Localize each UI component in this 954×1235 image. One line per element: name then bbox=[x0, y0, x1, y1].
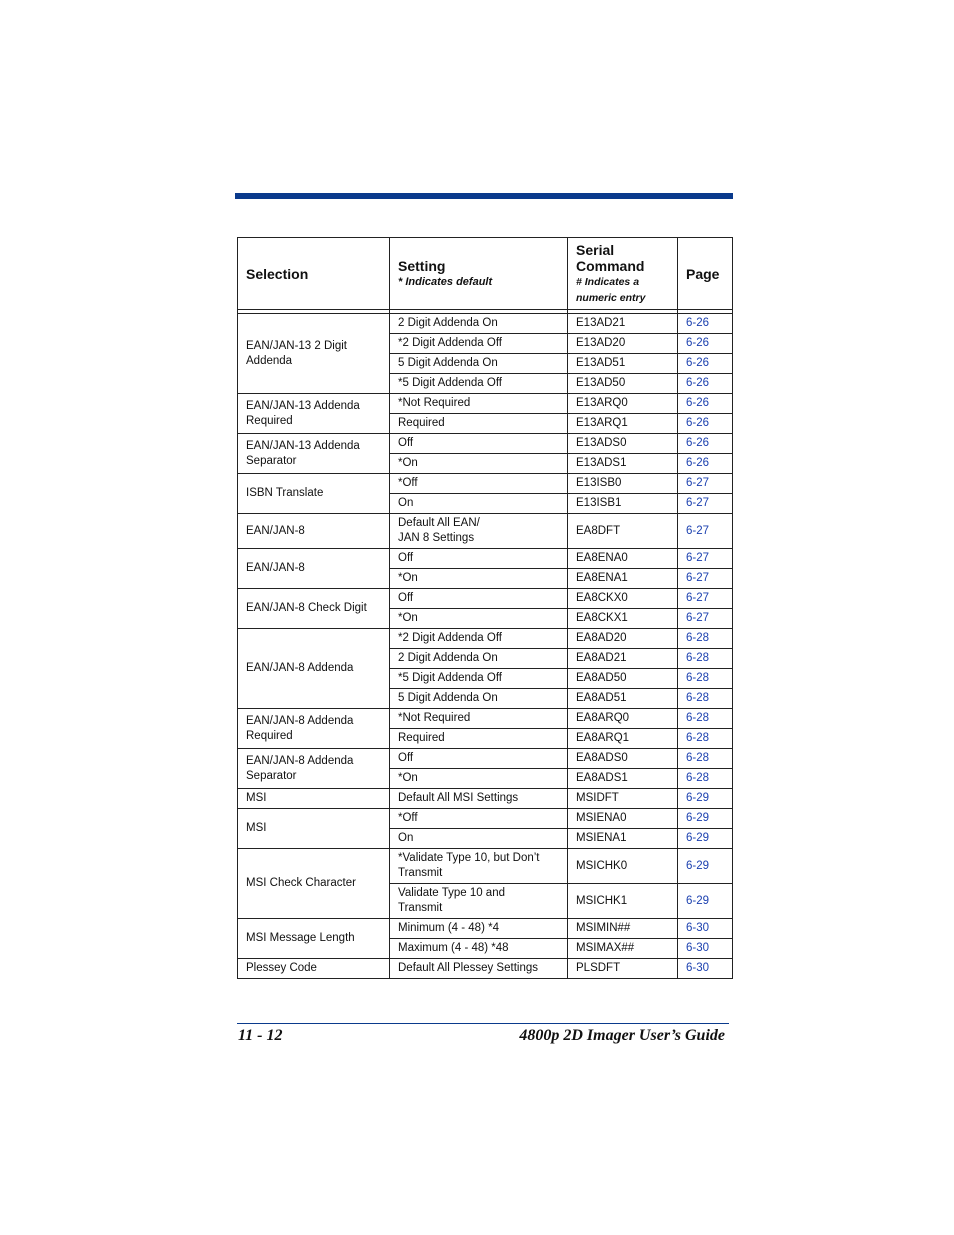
table-row bbox=[238, 959, 733, 979]
setting-cell bbox=[390, 749, 568, 769]
selection-cell bbox=[238, 749, 390, 789]
table-row bbox=[238, 394, 733, 414]
table-row bbox=[238, 474, 733, 494]
page-link[interactable]: 6-26 bbox=[678, 414, 733, 434]
page-link[interactable]: 6-27 bbox=[678, 514, 733, 549]
command-cell: MSIMIN## bbox=[568, 919, 678, 939]
page-link[interactable]: 6-26 bbox=[678, 434, 733, 454]
setting-text: *2 Digit Addenda Off bbox=[398, 337, 502, 349]
page-link[interactable]: 6-28 bbox=[678, 629, 733, 649]
setting-cell bbox=[390, 434, 568, 454]
table-row bbox=[238, 709, 733, 729]
selection-text: ISBN Translate bbox=[246, 487, 324, 499]
command-cell: MSICHK1 bbox=[568, 884, 678, 919]
setting-cell bbox=[390, 669, 568, 689]
selection-cell bbox=[238, 514, 390, 549]
selection-text: Separator bbox=[246, 454, 297, 467]
command-cell: E13AD20 bbox=[568, 334, 678, 354]
page-link[interactable]: 6-26 bbox=[678, 314, 733, 334]
footer-guide-title: 4800p 2D Imager User’s Guide bbox=[519, 1027, 725, 1044]
selection-text: Separator bbox=[246, 769, 297, 782]
setting-cell bbox=[390, 514, 568, 549]
setting-text: *Not Required bbox=[398, 397, 471, 409]
command-cell: EA8CKX1 bbox=[568, 609, 678, 629]
setting-text: Default All MSI Settings bbox=[398, 792, 519, 804]
table-row bbox=[238, 314, 733, 334]
selection-cell bbox=[238, 589, 390, 629]
command-cell: E13AD21 bbox=[568, 314, 678, 334]
page-link[interactable]: 6-29 bbox=[678, 829, 733, 849]
table-header-row bbox=[238, 238, 733, 310]
page-link[interactable]: 6-27 bbox=[678, 589, 733, 609]
setting-cell bbox=[390, 809, 568, 829]
setting-text: *On bbox=[398, 612, 418, 624]
page-link[interactable]: 6-27 bbox=[678, 609, 733, 629]
setting-text: *On bbox=[398, 572, 418, 584]
setting-cell bbox=[390, 314, 568, 334]
setting-cell bbox=[390, 589, 568, 609]
table-row bbox=[238, 919, 733, 939]
selection-text: Addenda bbox=[246, 354, 293, 367]
selection-cell bbox=[238, 629, 390, 709]
command-cell: EA8ARQ0 bbox=[568, 709, 678, 729]
command-cell: E13ADS0 bbox=[568, 434, 678, 454]
setting-text: Minimum (4 - 48) *4 bbox=[398, 922, 499, 934]
page-link[interactable]: 6-28 bbox=[678, 749, 733, 769]
page-link[interactable]: 6-29 bbox=[678, 809, 733, 829]
setting-cell bbox=[390, 414, 568, 434]
page-link[interactable]: 6-29 bbox=[678, 884, 733, 919]
header-setting-label: Setting bbox=[398, 257, 446, 274]
page-link[interactable]: 6-28 bbox=[678, 769, 733, 789]
selection-cell bbox=[238, 809, 390, 849]
selection-cell bbox=[238, 394, 390, 434]
setting-text: On bbox=[398, 832, 414, 844]
header-rule bbox=[235, 193, 733, 199]
setting-text: Off bbox=[398, 437, 414, 449]
selection-cell bbox=[238, 474, 390, 514]
page-link[interactable]: 6-26 bbox=[678, 374, 733, 394]
setting-text: Off bbox=[398, 552, 414, 564]
setting-cell bbox=[390, 919, 568, 939]
page-link[interactable]: 6-28 bbox=[678, 709, 733, 729]
selection-text: EAN/JAN-13 Addenda bbox=[246, 439, 360, 452]
setting-text: Off bbox=[398, 752, 414, 764]
setting-cell bbox=[390, 549, 568, 569]
selection-text: EAN/JAN-8 Addenda bbox=[246, 754, 354, 767]
setting-text: *5 Digit Addenda Off bbox=[398, 377, 502, 389]
selection-cell bbox=[238, 959, 390, 979]
selection-cell bbox=[238, 789, 390, 809]
header-serial-note-2: numeric entry bbox=[576, 291, 646, 304]
selection-text: Required bbox=[246, 414, 293, 427]
header-setting bbox=[390, 238, 568, 310]
header-serial-note-1: # Indicates a bbox=[576, 275, 640, 288]
command-cell: EA8ENA0 bbox=[568, 549, 678, 569]
selection-cell bbox=[238, 919, 390, 959]
page-link[interactable]: 6-29 bbox=[678, 789, 733, 809]
header-page: Page bbox=[678, 238, 733, 310]
setting-text: On bbox=[398, 497, 414, 509]
page-link[interactable]: 6-26 bbox=[678, 334, 733, 354]
selection-text: EAN/JAN-13 Addenda bbox=[246, 399, 360, 412]
selection-text: EAN/JAN-8 bbox=[246, 524, 305, 537]
table-row bbox=[238, 434, 733, 454]
setting-cell bbox=[390, 769, 568, 789]
setting-text: Default All Plessey Settings bbox=[398, 962, 538, 974]
setting-cell bbox=[390, 494, 568, 514]
command-cell: MSIMAX## bbox=[568, 939, 678, 959]
command-cell: EA8AD50 bbox=[568, 669, 678, 689]
command-cell: EA8CKX0 bbox=[568, 589, 678, 609]
selection-text: MSI bbox=[246, 792, 267, 804]
setting-text: Transmit bbox=[398, 867, 443, 879]
setting-cell bbox=[390, 374, 568, 394]
setting-cell bbox=[390, 884, 568, 919]
table-body bbox=[238, 310, 733, 979]
setting-cell bbox=[390, 474, 568, 494]
serial-command-table bbox=[237, 237, 733, 979]
setting-cell bbox=[390, 629, 568, 649]
table-row bbox=[238, 589, 733, 609]
page-link[interactable]: 6-28 bbox=[678, 669, 733, 689]
setting-cell bbox=[390, 334, 568, 354]
setting-cell bbox=[390, 689, 568, 709]
page-link[interactable]: 6-28 bbox=[678, 689, 733, 709]
setting-cell bbox=[390, 354, 568, 374]
selection-text: EAN/JAN-8 Check Digit bbox=[246, 602, 367, 614]
selection-text: EAN/JAN-8 Addenda bbox=[246, 714, 354, 727]
page-link[interactable]: 6-30 bbox=[678, 939, 733, 959]
command-cell: PLSDFT bbox=[568, 959, 678, 979]
setting-text: Maximum (4 - 48) *48 bbox=[398, 942, 509, 954]
table-row bbox=[238, 809, 733, 829]
setting-cell bbox=[390, 789, 568, 809]
page-link[interactable]: 6-26 bbox=[678, 354, 733, 374]
command-cell: MSICHK0 bbox=[568, 849, 678, 884]
command-cell: E13ISB0 bbox=[568, 474, 678, 494]
table-row bbox=[238, 514, 733, 549]
command-cell: EA8AD20 bbox=[568, 629, 678, 649]
setting-text: *On bbox=[398, 457, 418, 469]
setting-text: *Off bbox=[398, 812, 418, 824]
setting-text: 5 Digit Addenda On bbox=[398, 692, 498, 704]
command-cell: E13ISB1 bbox=[568, 494, 678, 514]
command-cell: E13ARQ0 bbox=[568, 394, 678, 414]
setting-cell bbox=[390, 959, 568, 979]
selection-text: EAN/JAN-8 Addenda bbox=[246, 662, 354, 674]
footer-rule bbox=[237, 1023, 729, 1024]
command-cell: E13AD51 bbox=[568, 354, 678, 374]
setting-text: *Off bbox=[398, 477, 418, 489]
setting-cell bbox=[390, 729, 568, 749]
setting-text: Required bbox=[398, 732, 445, 744]
command-cell: E13ARQ1 bbox=[568, 414, 678, 434]
page-link[interactable]: 6-26 bbox=[678, 394, 733, 414]
command-cell: MSIENA1 bbox=[568, 829, 678, 849]
selection-cell bbox=[238, 434, 390, 474]
page-link[interactable]: 6-28 bbox=[678, 649, 733, 669]
setting-cell bbox=[390, 649, 568, 669]
command-cell: EA8ENA1 bbox=[568, 569, 678, 589]
selection-cell bbox=[238, 709, 390, 749]
command-cell: EA8ADS0 bbox=[568, 749, 678, 769]
selection-text: Plessey Code bbox=[246, 962, 317, 974]
command-cell: EA8AD51 bbox=[568, 689, 678, 709]
setting-cell bbox=[390, 829, 568, 849]
selection-cell bbox=[238, 549, 390, 589]
command-cell: EA8ARQ1 bbox=[568, 729, 678, 749]
command-cell: MSIDFT bbox=[568, 789, 678, 809]
table-row bbox=[238, 789, 733, 809]
page-link[interactable]: 6-30 bbox=[678, 959, 733, 979]
command-cell: E13ADS1 bbox=[568, 454, 678, 474]
command-cell: E13AD50 bbox=[568, 374, 678, 394]
table-row bbox=[238, 749, 733, 769]
page-link[interactable]: 6-27 bbox=[678, 569, 733, 589]
page-link[interactable]: 6-28 bbox=[678, 729, 733, 749]
table-row bbox=[238, 849, 733, 884]
header-selection: Selection bbox=[238, 238, 390, 310]
setting-cell bbox=[390, 569, 568, 589]
command-cell: EA8ADS1 bbox=[568, 769, 678, 789]
setting-text: JAN 8 Settings bbox=[398, 532, 475, 544]
page-link[interactable]: 6-26 bbox=[678, 454, 733, 474]
header-serial-label: Serial bbox=[576, 241, 615, 258]
setting-text: Default All EAN/ bbox=[398, 517, 480, 529]
page-link[interactable]: 6-29 bbox=[678, 849, 733, 884]
setting-text: *5 Digit Addenda Off bbox=[398, 672, 502, 684]
selection-cell bbox=[238, 849, 390, 919]
selection-text: Required bbox=[246, 729, 293, 742]
header-command-label: Command bbox=[576, 257, 645, 274]
selection-text: MSI bbox=[246, 822, 267, 834]
selection-text: MSI Message Length bbox=[246, 932, 355, 944]
setting-text: *Validate Type 10, but Don’t bbox=[398, 852, 540, 864]
selection-cell bbox=[238, 314, 390, 394]
header-serial-command bbox=[568, 238, 678, 310]
setting-text: 2 Digit Addenda On bbox=[398, 652, 498, 664]
command-cell: EA8AD21 bbox=[568, 649, 678, 669]
setting-cell bbox=[390, 394, 568, 414]
selection-text: MSI Check Character bbox=[246, 877, 356, 889]
page-link[interactable]: 6-27 bbox=[678, 494, 733, 514]
table-row bbox=[238, 629, 733, 649]
setting-text: Off bbox=[398, 592, 414, 604]
selection-text: EAN/JAN-8 bbox=[246, 562, 305, 574]
setting-text: *On bbox=[398, 772, 418, 784]
setting-text: 2 Digit Addenda On bbox=[398, 317, 498, 329]
command-cell: MSIENA0 bbox=[568, 809, 678, 829]
command-cell: EA8DFT bbox=[568, 514, 678, 549]
setting-cell bbox=[390, 609, 568, 629]
setting-text: Transmit bbox=[398, 902, 443, 914]
selection-text: EAN/JAN-13 2 Digit bbox=[246, 339, 347, 352]
setting-cell bbox=[390, 454, 568, 474]
page-link[interactable]: 6-27 bbox=[678, 474, 733, 494]
setting-text: 5 Digit Addenda On bbox=[398, 357, 498, 369]
setting-cell bbox=[390, 709, 568, 729]
setting-text: Validate Type 10 and bbox=[398, 887, 505, 899]
setting-cell bbox=[390, 849, 568, 884]
setting-text: Required bbox=[398, 417, 445, 429]
footer-page-number: 11 - 12 bbox=[238, 1027, 283, 1044]
setting-text: *2 Digit Addenda Off bbox=[398, 632, 502, 644]
setting-cell bbox=[390, 939, 568, 959]
table-row bbox=[238, 549, 733, 569]
page-link[interactable]: 6-27 bbox=[678, 549, 733, 569]
page-link[interactable]: 6-30 bbox=[678, 919, 733, 939]
setting-text: *Not Required bbox=[398, 712, 471, 724]
header-setting-note: * Indicates default bbox=[398, 275, 493, 288]
